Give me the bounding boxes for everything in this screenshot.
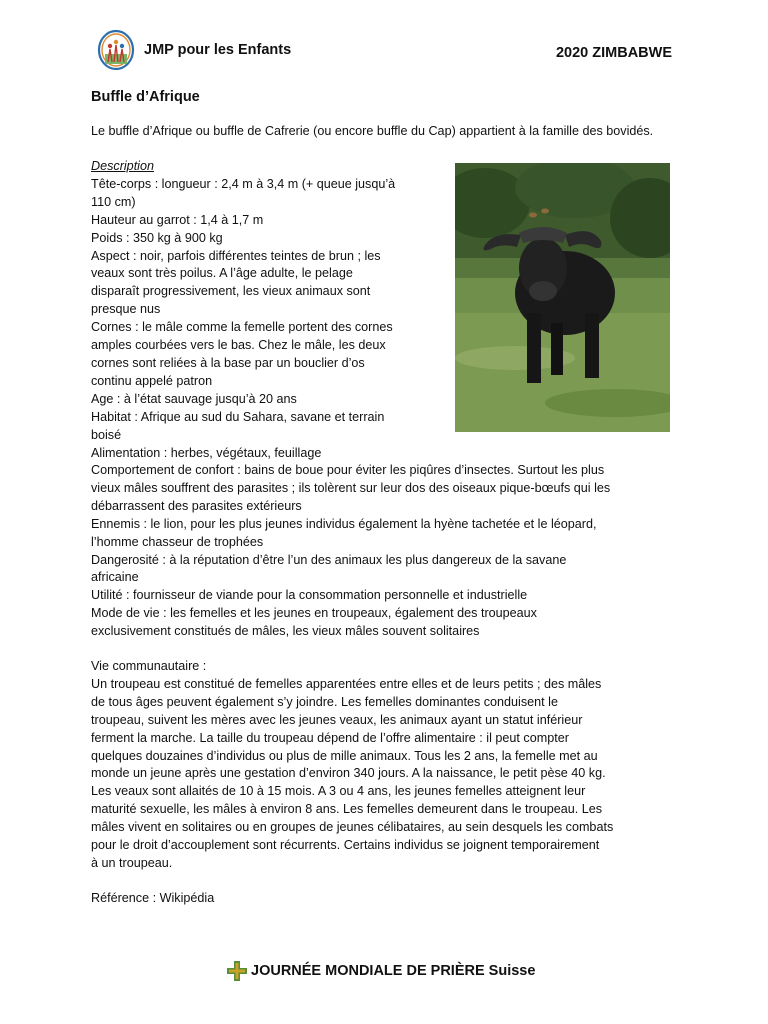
community-line: maturité sexuelle, les mâles à environ 8 ans. Les femelles demeurent dans le troupeau. Les [91,802,603,817]
community-section [91,658,691,873]
community-line: Les veaux sont allaités de 10 à 15 mois. A 3 ou 4 ans, les jeunes femelles atteignent leur [91,784,586,799]
page-title: Buffle d’Afrique [91,89,200,105]
description-line: Habitat : Afrique au sud du Sahara, savane et terrain [91,409,385,424]
footer [226,960,535,982]
description-line: Poids : 350 kg à 900 kg [91,230,223,245]
details-line: exclusivement constitués de mâles, les vieux mâles souvent solitaires [91,624,480,639]
description-line: Cornes : le mâle comme la femelle portent des cornes [91,320,393,335]
details-line: Dangerosité : à la réputation d’être l’un des animaux les plus dangereux de la savane [91,552,567,567]
description-heading: Description [91,159,154,173]
description-section [91,158,435,462]
description-line: boisé [91,427,122,442]
details-line: Comportement de confort : bains de boue pour éviter les piqûres d’insectes. Surtout les plus [91,463,605,477]
community-line: quelques douzaines d’individus ou plus de mille animaux. Tous les 2 ans, la femelle met au [91,748,598,763]
header-branding [96,28,291,72]
community-line: de tous âges peuvent également s’y joindre. Les femelles dominantes conduisent le [91,694,558,709]
buffalo-photo [455,163,670,432]
community-heading: Vie communautaire : [91,659,207,673]
details-line: vieux mâles souffrent des parasites ; ils tolèrent sur leur dos des oiseaux pique-bœufs qui les [91,480,611,495]
community-line: monde un jeune après une gestation d’environ 340 jours. A la naissance, le petit pèse 40 kg. [91,766,606,781]
description-line: presque nus [91,302,161,317]
community-line: troupeau, suivent les mères avec les jeunes veaux, les animaux ayant un statut inférieur [91,712,583,727]
community-line: mâles vivent en solitaires ou en groupes de jeunes célibataires, au sein desquels les combats [91,820,614,835]
description-line: amples courbées vers le bas. Chez le mâle, les deux [91,338,386,353]
jmp-logo-icon [96,28,136,72]
community-line: pour le droit d’accouplement sont récurrents. Certains individus se joignent temporairement [91,838,600,853]
edition-label: 2020 ZIMBABWE [555,45,672,61]
description-line: Tête-corps : longueur : 2,4 m à 3,4 m (+ queue jusqu’à [91,176,396,191]
details-line: Mode de vie : les femelles et les jeunes en troupeaux, également des troupeaux [91,606,537,621]
details-line: Ennemis : le lion, pour les plus jeunes individus également la hyène tachetée et le léopard, [91,516,597,531]
details-line: africaine [91,570,139,585]
details-line: débarrassent des parasites extérieurs [91,498,302,513]
organization-name: JMP pour les Enfants [144,42,292,58]
details-line: l’homme chasseur de trophées [91,534,264,549]
details-section [91,462,691,641]
description-line: 110 cm) [91,194,136,209]
description-line: veaux sont très poilus. A l’âge adulte, le pelage [91,266,353,281]
cross-logo-icon [226,960,248,982]
description-line: cornes sont reliées à la base par un bouclier d’os [91,355,365,370]
description-line: Age : à l’état sauvage jusqu’à 20 ans [91,391,297,406]
description-line: Alimentation : herbes, végétaux, feuillage [91,445,322,460]
description-line: Aspect : noir, parfois différentes teintes de brun ; les [91,248,381,263]
intro-paragraph: Le buffle d’Afrique ou buffle de Cafrerie (ou encore buffle du Cap) appartient à la famille des bovidés. [91,124,654,138]
description-line: disparaît progressivement, les vieux animaux sont [91,284,371,299]
community-line: ferment la marche. La taille du troupeau dépend de l’offre alimentaire : il peut compter [91,730,569,745]
details-line: Utilité : fournisseur de viande pour la consommation personnelle et industrielle [91,588,528,603]
description-line: continu appelé patron [91,373,213,388]
community-line: Un troupeau est constitué de femelles apparentées entre elles et de leurs petits ; des mâles [91,676,602,691]
footer-label: JOURNÉE MONDIALE DE PRIÈRE Suisse [251,963,536,979]
community-line: à un troupeau. [91,855,173,870]
description-line: Hauteur au garrot : 1,4 à 1,7 m [91,212,264,227]
reference-text: Référence : Wikipédia [91,891,215,905]
